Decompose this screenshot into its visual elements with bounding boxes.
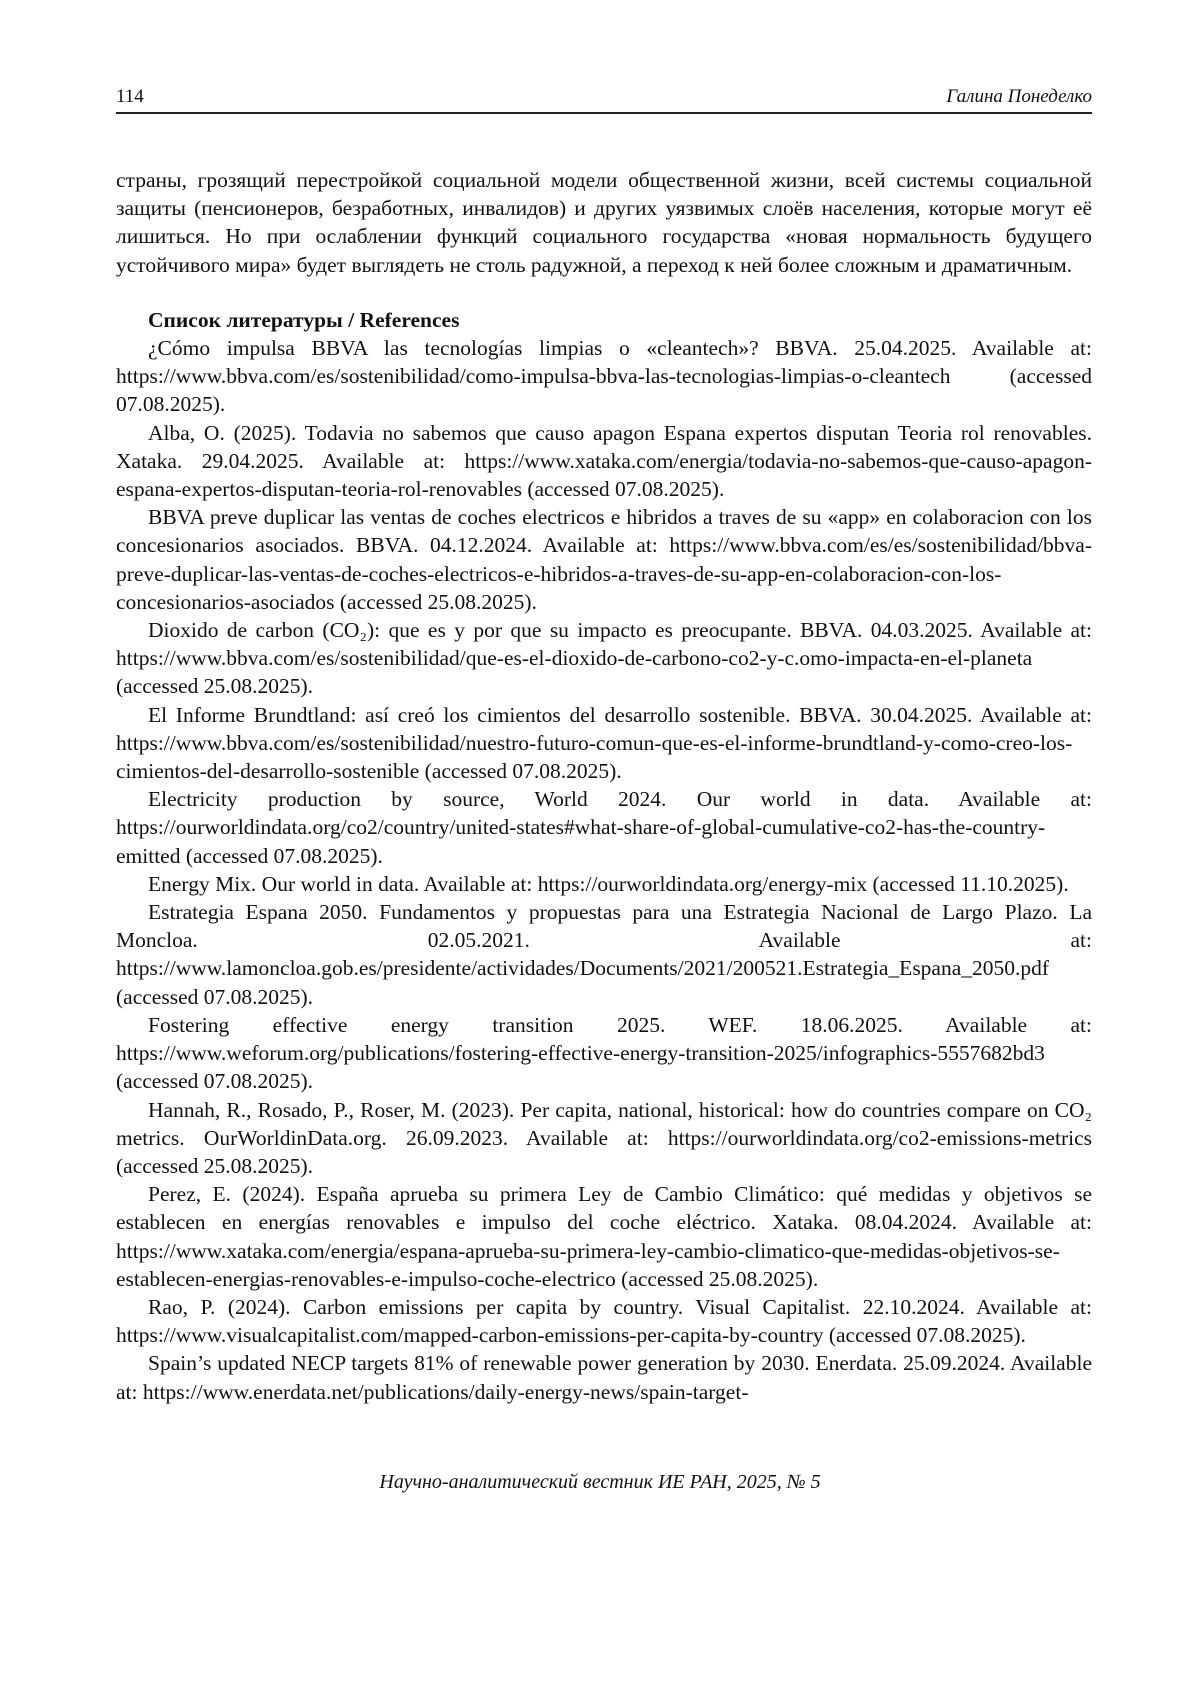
- references-list: [116, 334, 1092, 1406]
- running-header: [116, 86, 1092, 114]
- reference-item: Rao, P. (2024). Carbon emissions per capita by country. Visual Capitalist. 22.10.2024. Available at: https://www.visualcapitalist.com/mapped-carbon-emissions-per-capita-by-country (accessed 07.08.2025).: [116, 1294, 1092, 1348]
- reference-item: ¿Cómo impulsa BBVA las tecnologías limpias o «cleantech»? BBVA. 25.04.2025. Available at: https://www.bbva.com/es/sostenibilidad/como-impulsa-bbva-las-tecnologias-limpias-o-cleantech (accessed 07.08.2025).: [116, 336, 1092, 417]
- reference-item: Fostering effective energy transition 2025. WEF. 18.06.2025. Available at: https://www.weforum.org/publications/fostering-effective-energy-transition-2025/infographics-5557682bd3 (accessed 07.08.2025).: [116, 1012, 1092, 1094]
- reference-item: Estrategia Espana 2050. Fundamentos y propuestas para una Estrategia Nacional de Largo Plazo. La Moncloa. 02.05.2021. Available at: https://www.lamoncloa.gob.es/presidente/actividades/Documents/2021/200521.Estrategia_Espana_2050.pdf (accessed 07.08.2025).: [116, 900, 1092, 1009]
- reference-item: El Informe Brundtland: así creó los cimientos del desarrollo sostenible. BBVA. 30.04.2025. Available at: https://www.bbva.com/es/sostenibilidad/nuestro-futuro-comun-que-es-el-informe-brundtland-y-como-creo-los-cimientos-del-desarrollo-sostenible (accessed 07.08.2025).: [116, 702, 1092, 784]
- reference-item: Perez, E. (2024). España aprueba su primera Ley de Cambio Climático: qué medidas y objetivos se establecen en energías renovables e impulso del coche eléctrico. Xataka. 08.04.2024. Available at: https://www.xataka.com/energia/espana-aprueba-su-primera-ley-cambio-climatico-que-medidas-objetivos-se-establecen-energias-renovables-e-impulso-coche-electrico (accessed 25.08.2025).: [116, 1182, 1092, 1291]
- reference-item: Energy Mix. Our world in data. Available at: https://ourworldindata.org/energy-mix (accessed 11.10.2025).: [148, 871, 1069, 896]
- journal-footer: Научно-аналитический вестник ИЕ РАН, 2025, № 5: [379, 1471, 821, 1493]
- page-content: [116, 166, 1092, 1406]
- body-paragraph: страны, грозящий перестройкой социальной модели общественной жизни, всей системы социальной защиты (пенсионеров, безработных, инвалидов) и других уязвимых слоёв населения, которые могут её лишиться. Но при ослаблении функций социального государства «новая нормальность будущего устойчивого мира» будет выглядеть не столь радужной, а переход к ней более сложным и драматичным.: [116, 168, 1092, 277]
- reference-item: Electricity production by source, World 2024. Our world in data. Available at: https://ourworldindata.org/co2/country/united-states#what-share-of-global-cumulative-co2-has-the-country-emitted (accessed 07.08.2025).: [116, 787, 1092, 868]
- references-heading: Список литературы / References: [148, 307, 460, 332]
- reference-item: Spain’s updated NECP targets 81% of renewable power generation by 2030. Enerdata. 25.09.2024. Available at: https://www.enerdata.net/publications/daily-energy-news/spain-target-: [116, 1351, 1092, 1404]
- running-header-author: Галина Понеделко: [946, 86, 1092, 107]
- reference-item: Hannah, R., Rosado, P., Roser, M. (2023). Per capita, national, historical: how do countries compare on CO₂ metrics. OurWorldinData.org. 26.09.2023. Available at: https://ourworldindata.org/co2-emissions-metrics (accessed 25.08.2025).: [116, 1097, 1092, 1178]
- reference-item: Dioxido de carbon (CO₂): que es y por que su impacto es preocupante. BBVA. 04.03.2025. Available at: https://www.bbva.com/es/sostenibilidad/que-es-el-dioxido-de-carbono-co2-y-c.omo-impacta-en-el-planeta (accessed 25.08.2025).: [116, 618, 1092, 699]
- reference-item: Alba, O. (2025). Todavia no sabemos que causo apagon Espana expertos disputan Teoria rol renovables. Xataka. 29.04.2025. Available at: https://www.xataka.com/energia/todavia-no-sabemos-que-causo-apagon-espana-expertos-disputan-teoria-rol-renovables (accessed 07.08.2025).: [116, 420, 1092, 502]
- page-number: 114: [116, 86, 144, 107]
- reference-item: BBVA preve duplicar las ventas de coches electricos e hibridos a traves de su «app» en colaboracion con los concesionarios asociados. BBVA. 04.12.2024. Available at: https://www.bbva.com/es/es/sostenibilidad/bbva-preve-duplicar-las-ventas-de-coches-electricos-e-hibridos-a-traves-de-su-app-en-colaboracion-con-los-concesionarios-asociados (accessed 25.08.2025).: [116, 505, 1092, 614]
